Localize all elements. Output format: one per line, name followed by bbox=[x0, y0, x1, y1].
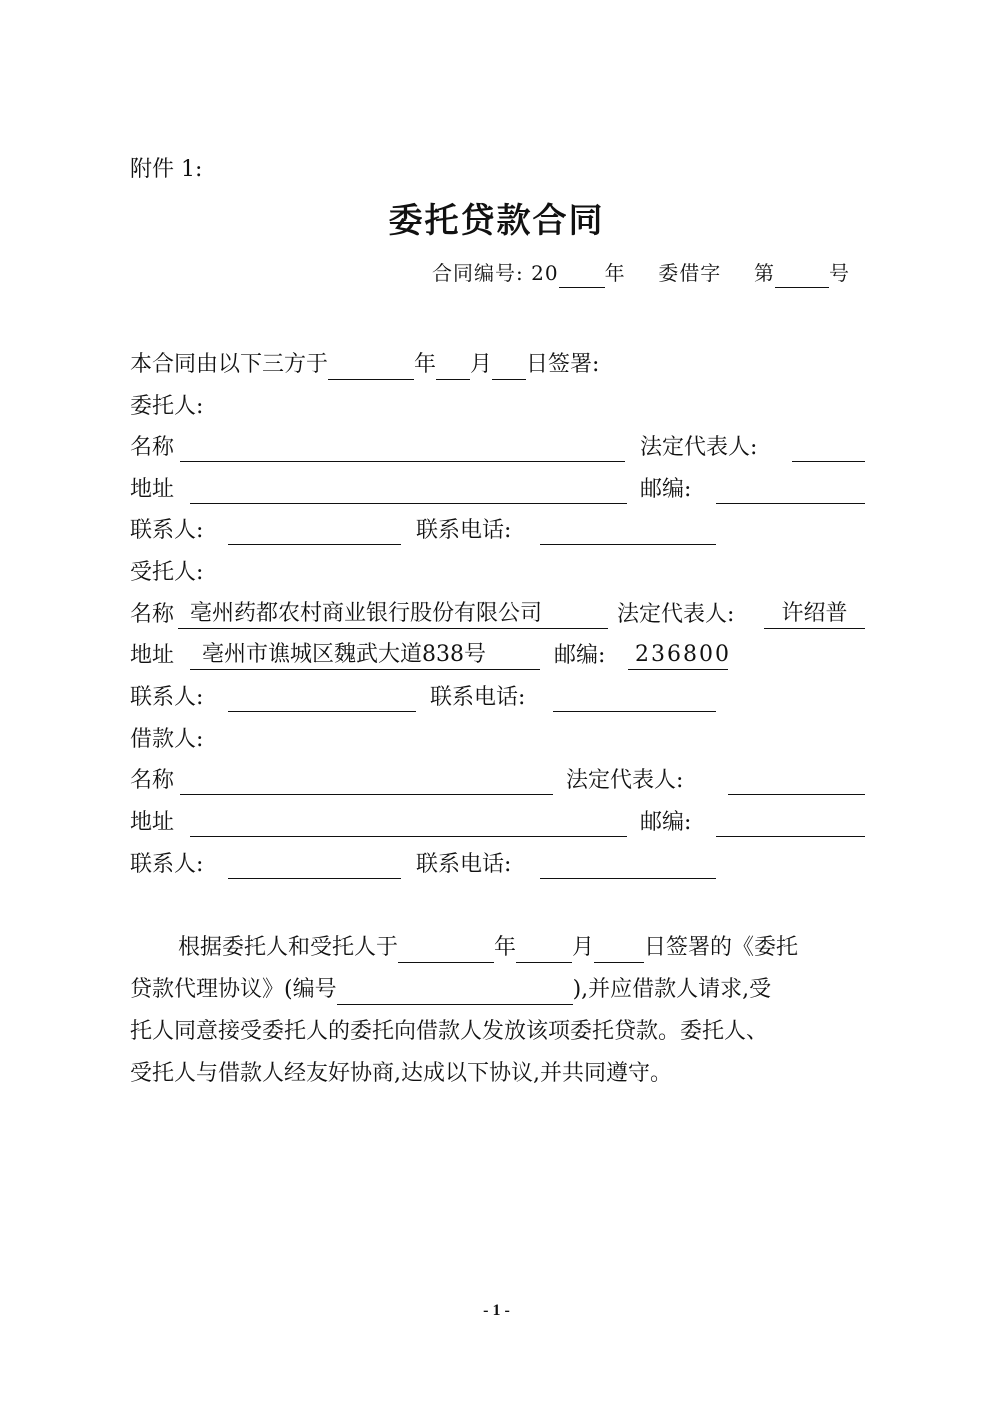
borrower-name-row bbox=[130, 766, 865, 796]
borrower-postcode-label: 邮编: bbox=[640, 810, 692, 835]
principal-name-field[interactable] bbox=[180, 437, 625, 462]
paragraph-line-1 bbox=[178, 933, 798, 963]
trustee-contact-row bbox=[130, 683, 865, 713]
contract-year-suffix: 年 bbox=[604, 261, 626, 285]
principal-address-label: 地址 bbox=[130, 477, 175, 502]
borrower-name-field[interactable] bbox=[180, 770, 553, 795]
principal-contact-row bbox=[130, 516, 865, 546]
signing-date-line bbox=[130, 350, 599, 380]
borrower-phone-label: 联系电话: bbox=[416, 852, 512, 877]
principal-phone-field[interactable] bbox=[540, 520, 716, 545]
contract-di: 第 bbox=[754, 261, 775, 285]
trustee-name-row bbox=[130, 600, 865, 630]
borrower-phone-field[interactable] bbox=[540, 854, 716, 879]
contract-number bbox=[432, 258, 850, 288]
document-title: 委托贷款合同 bbox=[388, 201, 605, 241]
principal-contact-label: 联系人: bbox=[130, 518, 204, 543]
trustee-postcode-label: 邮编: bbox=[554, 643, 606, 668]
contract-serial-blank[interactable] bbox=[775, 265, 829, 288]
signing-day-blank[interactable] bbox=[492, 355, 526, 380]
principal-legal-rep-field[interactable] bbox=[792, 437, 865, 462]
trustee-contact-field[interactable] bbox=[228, 687, 416, 712]
paragraph-year-label: 年 bbox=[494, 935, 517, 960]
signing-month-blank[interactable] bbox=[436, 355, 470, 380]
agreement-month-blank[interactable] bbox=[516, 938, 572, 963]
paragraph-text: ),并应借款人请求,受 bbox=[572, 977, 772, 1002]
trustee-address-value: 亳州市谯城区魏武大道838号 bbox=[190, 641, 540, 670]
paragraph-line-4: 受托人与借款人经友好协商,达成以下协议,并共同遵守。 bbox=[130, 1061, 672, 1086]
principal-postcode-field[interactable] bbox=[716, 479, 865, 504]
paragraph-day-label: 日签署的《委托 bbox=[644, 935, 799, 960]
borrower-contact-label: 联系人: bbox=[130, 852, 204, 877]
principal-phone-label: 联系电话: bbox=[416, 518, 512, 543]
borrower-address-field[interactable] bbox=[190, 812, 627, 837]
principal-contact-field[interactable] bbox=[228, 520, 401, 545]
contract-number-label: 合同编号: bbox=[432, 261, 524, 285]
contract-word: 委借字 bbox=[658, 261, 722, 285]
agreement-number-blank[interactable] bbox=[337, 980, 573, 1005]
trustee-legal-rep-value: 许绍普 bbox=[764, 600, 865, 629]
paragraph-line-3: 托人同意接受委托人的委托向借款人发放该项委托贷款。委托人、 bbox=[130, 1019, 769, 1044]
trustee-phone-field[interactable] bbox=[553, 687, 716, 712]
borrower-legal-rep-label: 法定代表人: bbox=[566, 768, 684, 793]
signing-year-label: 年 bbox=[414, 352, 437, 377]
trustee-heading: 受托人: bbox=[130, 560, 204, 585]
trustee-phone-label: 联系电话: bbox=[430, 685, 526, 710]
borrower-heading: 借款人: bbox=[130, 727, 204, 752]
trustee-contact-label: 联系人: bbox=[130, 685, 204, 710]
signing-month-label: 月 bbox=[470, 352, 493, 377]
principal-address-row bbox=[130, 475, 865, 505]
trustee-address-label: 地址 bbox=[130, 643, 175, 668]
page-number: - 1 - bbox=[483, 1302, 510, 1319]
signing-year-blank[interactable] bbox=[328, 355, 414, 380]
borrower-address-row bbox=[130, 808, 865, 838]
signing-intro: 本合同由以下三方于 bbox=[130, 352, 329, 377]
trustee-name-value: 亳州药都农村商业银行股份有限公司 bbox=[178, 600, 608, 629]
agreement-year-blank[interactable] bbox=[398, 938, 494, 963]
principal-postcode-label: 邮编: bbox=[640, 477, 692, 502]
borrower-legal-rep-field[interactable] bbox=[728, 770, 865, 795]
paragraph-text: 贷款代理协议》(编号 bbox=[130, 977, 337, 1002]
trustee-address-row bbox=[130, 641, 865, 671]
borrower-contact-row bbox=[130, 850, 865, 880]
principal-name-row bbox=[130, 433, 865, 463]
principal-legal-rep-label: 法定代表人: bbox=[640, 435, 758, 460]
trustee-name-label: 名称 bbox=[130, 602, 175, 627]
paragraph-text: 根据委托人和受托人于 bbox=[178, 935, 399, 960]
signing-day-label: 日签署: bbox=[526, 352, 600, 377]
borrower-postcode-field[interactable] bbox=[716, 812, 865, 837]
borrower-contact-field[interactable] bbox=[228, 854, 401, 879]
trustee-legal-rep-label: 法定代表人: bbox=[617, 602, 735, 627]
contract-year-prefix: 20 bbox=[531, 261, 559, 285]
principal-name-label: 名称 bbox=[130, 435, 175, 460]
principal-heading: 委托人: bbox=[130, 394, 204, 419]
agreement-day-blank[interactable] bbox=[594, 938, 644, 963]
contract-year-blank[interactable] bbox=[559, 265, 605, 288]
paragraph-line-2 bbox=[130, 975, 771, 1005]
principal-address-field[interactable] bbox=[190, 479, 627, 504]
trustee-postcode-value: 236800 bbox=[628, 641, 728, 670]
borrower-address-label: 地址 bbox=[130, 810, 175, 835]
contract-hao: 号 bbox=[829, 261, 850, 285]
paragraph-month-label: 月 bbox=[572, 935, 595, 960]
borrower-name-label: 名称 bbox=[130, 768, 175, 793]
attachment-label: 附件 1: bbox=[130, 157, 203, 182]
